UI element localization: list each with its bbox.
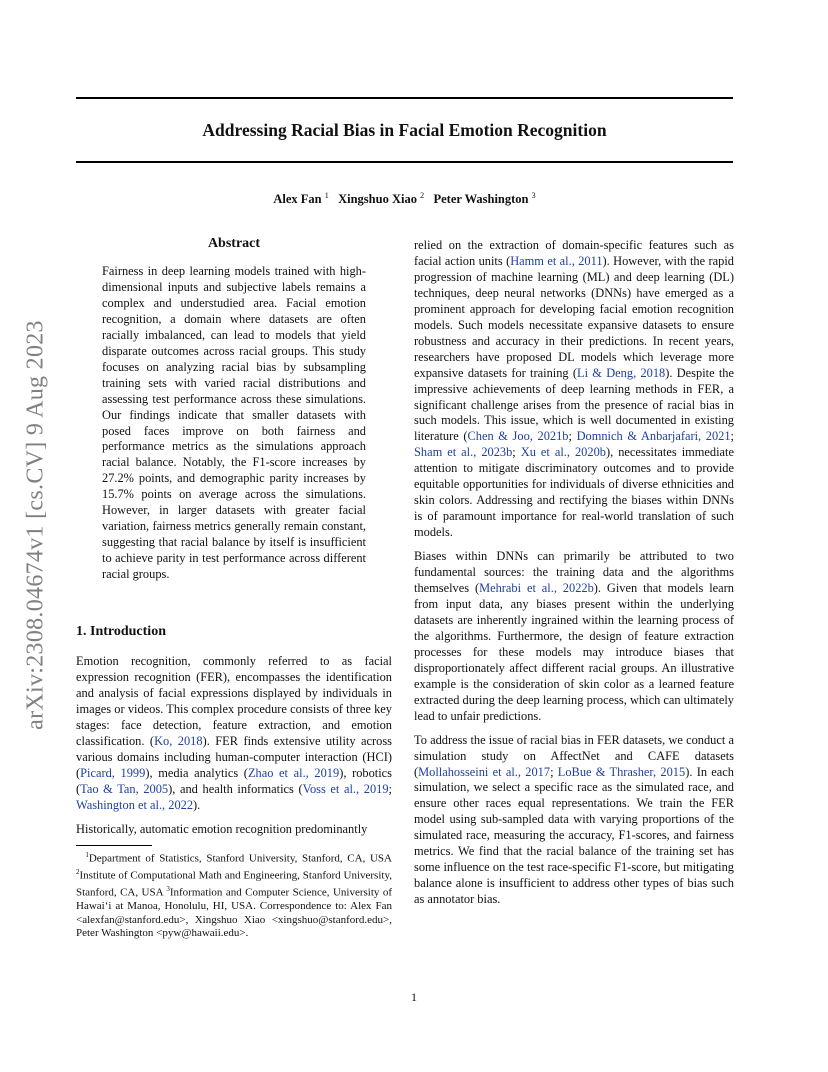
footnote-mark: 1 [85,851,89,859]
footnote-mark: 2 [76,868,80,877]
author-mark: 1 [324,191,329,200]
abstract-heading: Abstract [207,236,261,251]
paper-title: Addressing Racial Bias in Facial Emotion Recognition [202,120,607,140]
body-text: ). [193,797,201,812]
intro-column [76,654,392,837]
body-text: ). Given that models learn from input data, any biases present within the underlying datasets are inherently ingrained within the learning process of the algorithms. Furthermore, the design of feature extraction processes for these models may introduce biases that disproportionately affect different racial groups. An illustrative example is the consideration of skin color as a learned feature extracted during the deep learning process, which can ultimately lead to unfair predictions. [414,581,735,723]
citation-link[interactable]: Voss et al., 2019 [302,781,389,796]
body-text: relied on the extraction of domain-specific features such as facial action units ( [414,238,734,268]
body-text: ; [550,764,558,779]
body-text: ), robotics ( [76,765,392,796]
citation-link[interactable]: Hamm et al., 2011 [510,253,603,268]
body-text: ). In each simulation, we select a specific race as the simulated race, and ensure other races equal representations. We train the FER model using sub-sampled data with varying proportions of the simulated race, measuring the accuracy, F1-scores, and fairness metrics. We find that the racial balance of the training set has some influence on the test race-specific F1-score, but mitigating balance alone is insufficient to address other types of bias such as annotator bias. [414,764,735,907]
body-paragraph [414,733,734,908]
footnote-rule [76,845,152,846]
footnote-text: Department of Statistics, Stanford University, Stanford, CA, USA [88,852,392,865]
body-text: ; [512,445,521,460]
affiliation-footnote [76,849,392,940]
footnote-mark: 3 [166,885,170,894]
body-text: ). However, with the rapid progression of machine learning (ML) and deep learning (DL) techniques, deep neural networks (DNNs) have emerged as a prominent approach for developing facial emotion recognition models. Such models necessitate expansive datasets to ensure robustness and accuracy in their predictions. In recent years, researchers have proposed DL models which leverage more expansive datasets for training ( [414,253,734,380]
author-mark: 2 [420,191,425,200]
arxiv-sidebar [23,287,49,763]
body-text: To address the issue of racial bias in FER datasets, we conduct a simulation study on AffectNet and CAFE datasets ( [414,732,734,779]
intro-paragraph: Historically, automatic emotion recognition predominantly [76,821,368,836]
body-paragraph [414,549,734,724]
title-rule [76,161,733,163]
body-text: ; [568,429,577,444]
citation-link[interactable]: Picard, 1999 [80,765,146,780]
citation-link[interactable]: Ko, 2018 [154,733,203,748]
citation-link[interactable]: Washington et al., 2022 [76,797,194,812]
citation-link[interactable]: Li & Deng, 2018 [577,365,666,380]
citation-link[interactable]: LoBue & Thrasher, 2015 [557,764,686,779]
author-mark: 3 [531,191,536,200]
author-name: Alex Fan [273,192,322,207]
body-text: ; [730,429,734,444]
citation-link[interactable]: Tao & Tan, 2005 [80,781,169,796]
body-text: ), media analytics ( [145,765,248,780]
arxiv-identifier: arXiv:2308.04674v1 [cs.CV] 9 Aug 2023 [22,320,49,730]
body-text: ), and health informatics ( [168,781,303,796]
citation-link[interactable]: Zhao et al., 2019 [247,765,340,780]
footnote-text: Institute of Computational Math and Engineering, Stanford University, Stanford, CA, USA [76,869,392,899]
citation-link[interactable]: Domnich & Anbarjafari, 2021 [576,429,731,444]
body-text: ). Despite the impressive achievements of deep learning methods in FER, a significant challenge arises from the presence of racial bias in such models. This issue, which is well documented in existing literature ( [414,365,735,444]
citation-link[interactable]: Xu et al., 2020b [520,445,606,460]
abstract-text: Fairness in deep learning models trained with high-dimensional inputs and subjective labels remains a complex and understudied area. Facial emotion recognition, a domain where datasets are often racially imbalanced, can lead to models that yield disparate outcomes across racial groups. This study focuses on analyzing racial bias by subsampling training sets with varied racial distributions and assessing test performance across these simulations. Our findings indicate that smaller datasets with posed faces improve on both fairness and performance metrics as the simulations approach racial balance. Notably, the F1-score increases by 27.2% points, and demographic parity increases by 15.7% points on average across the simulations. However, in larger datasets with greater facial variation, fairness metrics generally remain constant, suggesting that racial balance by itself is insufficient to achieve parity in test performance across different racial groups. [102,264,366,582]
top-rule [76,97,733,99]
body-text: Emotion recognition, commonly referred to as facial expression recognition (FER), encompasses the identification and analysis of facial expressions displayed by individuals in images or videos. This complex procedure consists of three key stages: face detection, feature extraction, and emotion classification. ( [76,654,392,748]
body-text: ; [388,781,392,796]
right-column [414,238,734,908]
body-text: ). FER finds extensive utility across various domains including human-computer interaction (HCI) ( [76,733,393,780]
author-name: Xingshuo Xiao [338,192,417,207]
intro-paragraph [76,654,392,814]
citation-link[interactable]: Sham et al., 2023b [414,445,513,460]
author-name: Peter Washington [433,192,529,207]
citation-link[interactable]: Mollahosseini et al., 2017 [418,764,551,779]
page-number: 1 [411,990,417,1004]
body-text: ), necessitates immediate attention to mitigate discriminatory outcomes and to provide equitable opportunities for individuals of diverse ethnicities and skin colors. Addressing and rectifying the biases within DNNs is of paramount importance for real-world translation of such models. [414,445,734,540]
section-heading: 1. Introduction [76,624,166,639]
author-list [76,191,733,207]
citation-link[interactable]: Chen & Joo, 2021b [467,429,569,444]
citation-link[interactable]: Mehrabi et al., 2022b [479,581,594,596]
body-text: Biases within DNNs can primarily be attributed to two fundamental sources: the training data and the algorithms themselves ( [414,549,734,596]
body-paragraph [414,238,734,541]
footnote-text: Information and Computer Science, University of Hawai‘i at Manoa, Honolulu, HI, USA. Correspondence to: Alex Fan <alexfan@stanford.edu>, Xingshuo Xiao <xingshuo@stanford.edu>, Peter Washington <pyw@hawaii.edu>. [76,886,392,939]
